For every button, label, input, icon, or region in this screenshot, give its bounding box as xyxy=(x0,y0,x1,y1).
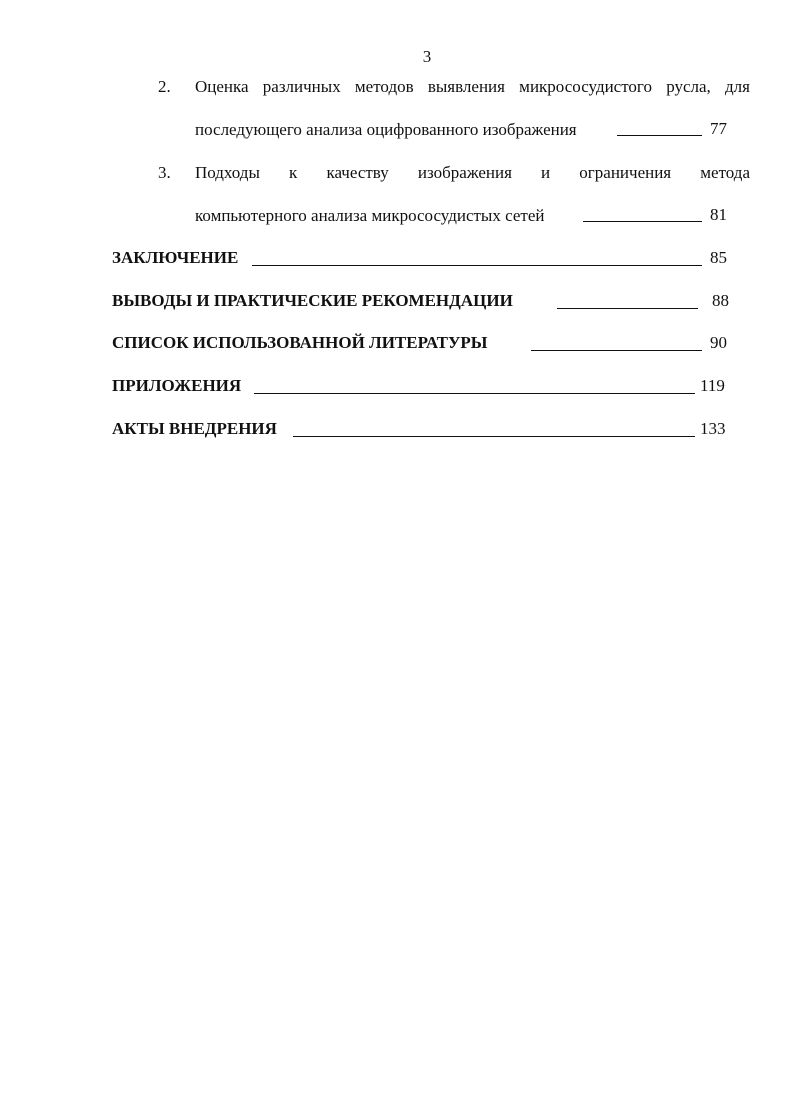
toc-page-ref: 85 xyxy=(710,248,727,267)
toc-section-title: СПИСОК ИСПОЛЬЗОВАННОЙ ЛИТЕРАТУРЫ xyxy=(112,333,488,352)
toc-leader xyxy=(617,135,702,136)
toc-subitem-line1: Подходы к качеству изображения и ограничения метода xyxy=(195,163,750,182)
toc-section-title: ВЫВОДЫ И ПРАКТИЧЕСКИЕ РЕКОМЕНДАЦИИ xyxy=(112,291,513,310)
toc-page-ref: 133 xyxy=(700,419,726,438)
toc-page-ref: 119 xyxy=(700,376,725,395)
toc-page-ref: 81 xyxy=(710,205,727,224)
toc-leader xyxy=(583,221,702,222)
toc-subitem-line1: Оценка различных методов выявления микрососудистого русла, для xyxy=(195,77,750,96)
toc-page-ref: 90 xyxy=(710,333,727,352)
toc-subitem-line2: последующего анализа оцифрованного изображения xyxy=(195,120,577,139)
toc-leader xyxy=(252,265,702,266)
toc-page-ref: 88 xyxy=(712,291,729,310)
toc-subitem-number: 3. xyxy=(158,163,171,182)
toc-subitem-number: 2. xyxy=(158,77,171,96)
toc-leader xyxy=(531,350,702,351)
toc-section-title: ПРИЛОЖЕНИЯ xyxy=(112,376,242,395)
toc-section-title: АКТЫ ВНЕДРЕНИЯ xyxy=(112,419,277,438)
toc-section-title: ЗАКЛЮЧЕНИЕ xyxy=(112,248,239,267)
toc-subitem-line2: компьютерного анализа микрососудистых сетей xyxy=(195,206,545,225)
toc-page-ref: 77 xyxy=(710,119,727,138)
toc-leader xyxy=(293,436,695,437)
page-number: 3 xyxy=(422,47,432,66)
toc-leader xyxy=(254,393,695,394)
toc-leader xyxy=(557,308,698,309)
